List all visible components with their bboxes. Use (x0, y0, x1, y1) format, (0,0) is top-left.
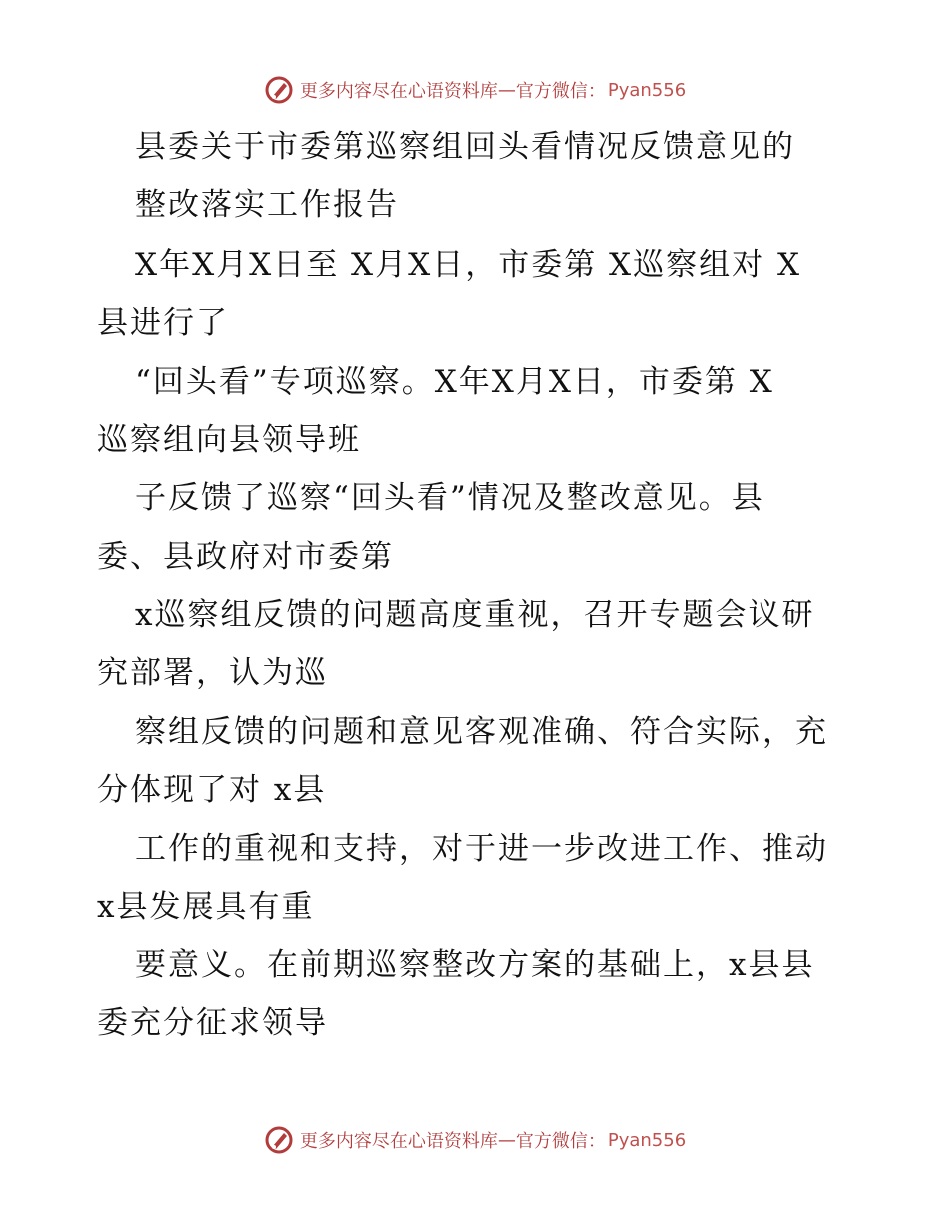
paragraph-line: 县进行了 (97, 305, 229, 341)
paragraph-line: 察组反馈的问题和意见客观准确、符合实际，充 (135, 714, 828, 750)
paragraph-line: “回头看”专项巡察。X年X月X日，市委第 X (135, 364, 774, 400)
paragraph-line: 要意义。在前期巡察整改方案的基础上，x县县 (135, 947, 815, 983)
banner-text: 更多内容尽在心语资料库 (299, 81, 498, 102)
paragraph-line: 子反馈了巡察“回头看”情况及整改意见。县 (135, 480, 765, 516)
document-title-line-1: 县委关于市委第巡察组回头看情况反馈意见的 (135, 129, 795, 165)
document-title-line-2: 整改落实工作报告 (135, 187, 399, 223)
pen-logo-icon (264, 1125, 294, 1155)
banner-contact-label: 官方微信： (515, 81, 606, 102)
paragraph-line: 巡察组向县领导班 (97, 422, 361, 458)
banner-contact-id: Pyan556 (607, 79, 687, 101)
paragraph-line: x县发展具有重 (97, 889, 315, 925)
paragraph-line: 委充分征求领导 (97, 1005, 328, 1041)
footer-banner (0, 1120, 950, 1160)
banner-contact-label: 官方微信： (515, 1131, 606, 1152)
header-banner (0, 70, 950, 110)
paragraph-line: 工作的重视和支持，对于进一步改进工作、推动 (135, 831, 828, 867)
banner-text: 更多内容尽在心语资料库 (299, 1131, 498, 1152)
paragraph-line: X年X月X日至 X月X日，市委第 X巡察组对 X (135, 247, 802, 283)
paragraph-line: 究部署，认为巡 (97, 655, 328, 691)
paragraph-line: 分体现了对 x县 (97, 772, 327, 808)
pen-logo-icon (264, 75, 294, 105)
banner-separator: — (497, 1129, 516, 1151)
banner-contact-id: Pyan556 (607, 1129, 687, 1151)
banner-separator: — (497, 79, 516, 101)
paragraph-line: 委、县政府对市委第 (97, 539, 394, 575)
paragraph-line: x巡察组反馈的问题高度重视，召开专题会议研 (135, 597, 815, 633)
